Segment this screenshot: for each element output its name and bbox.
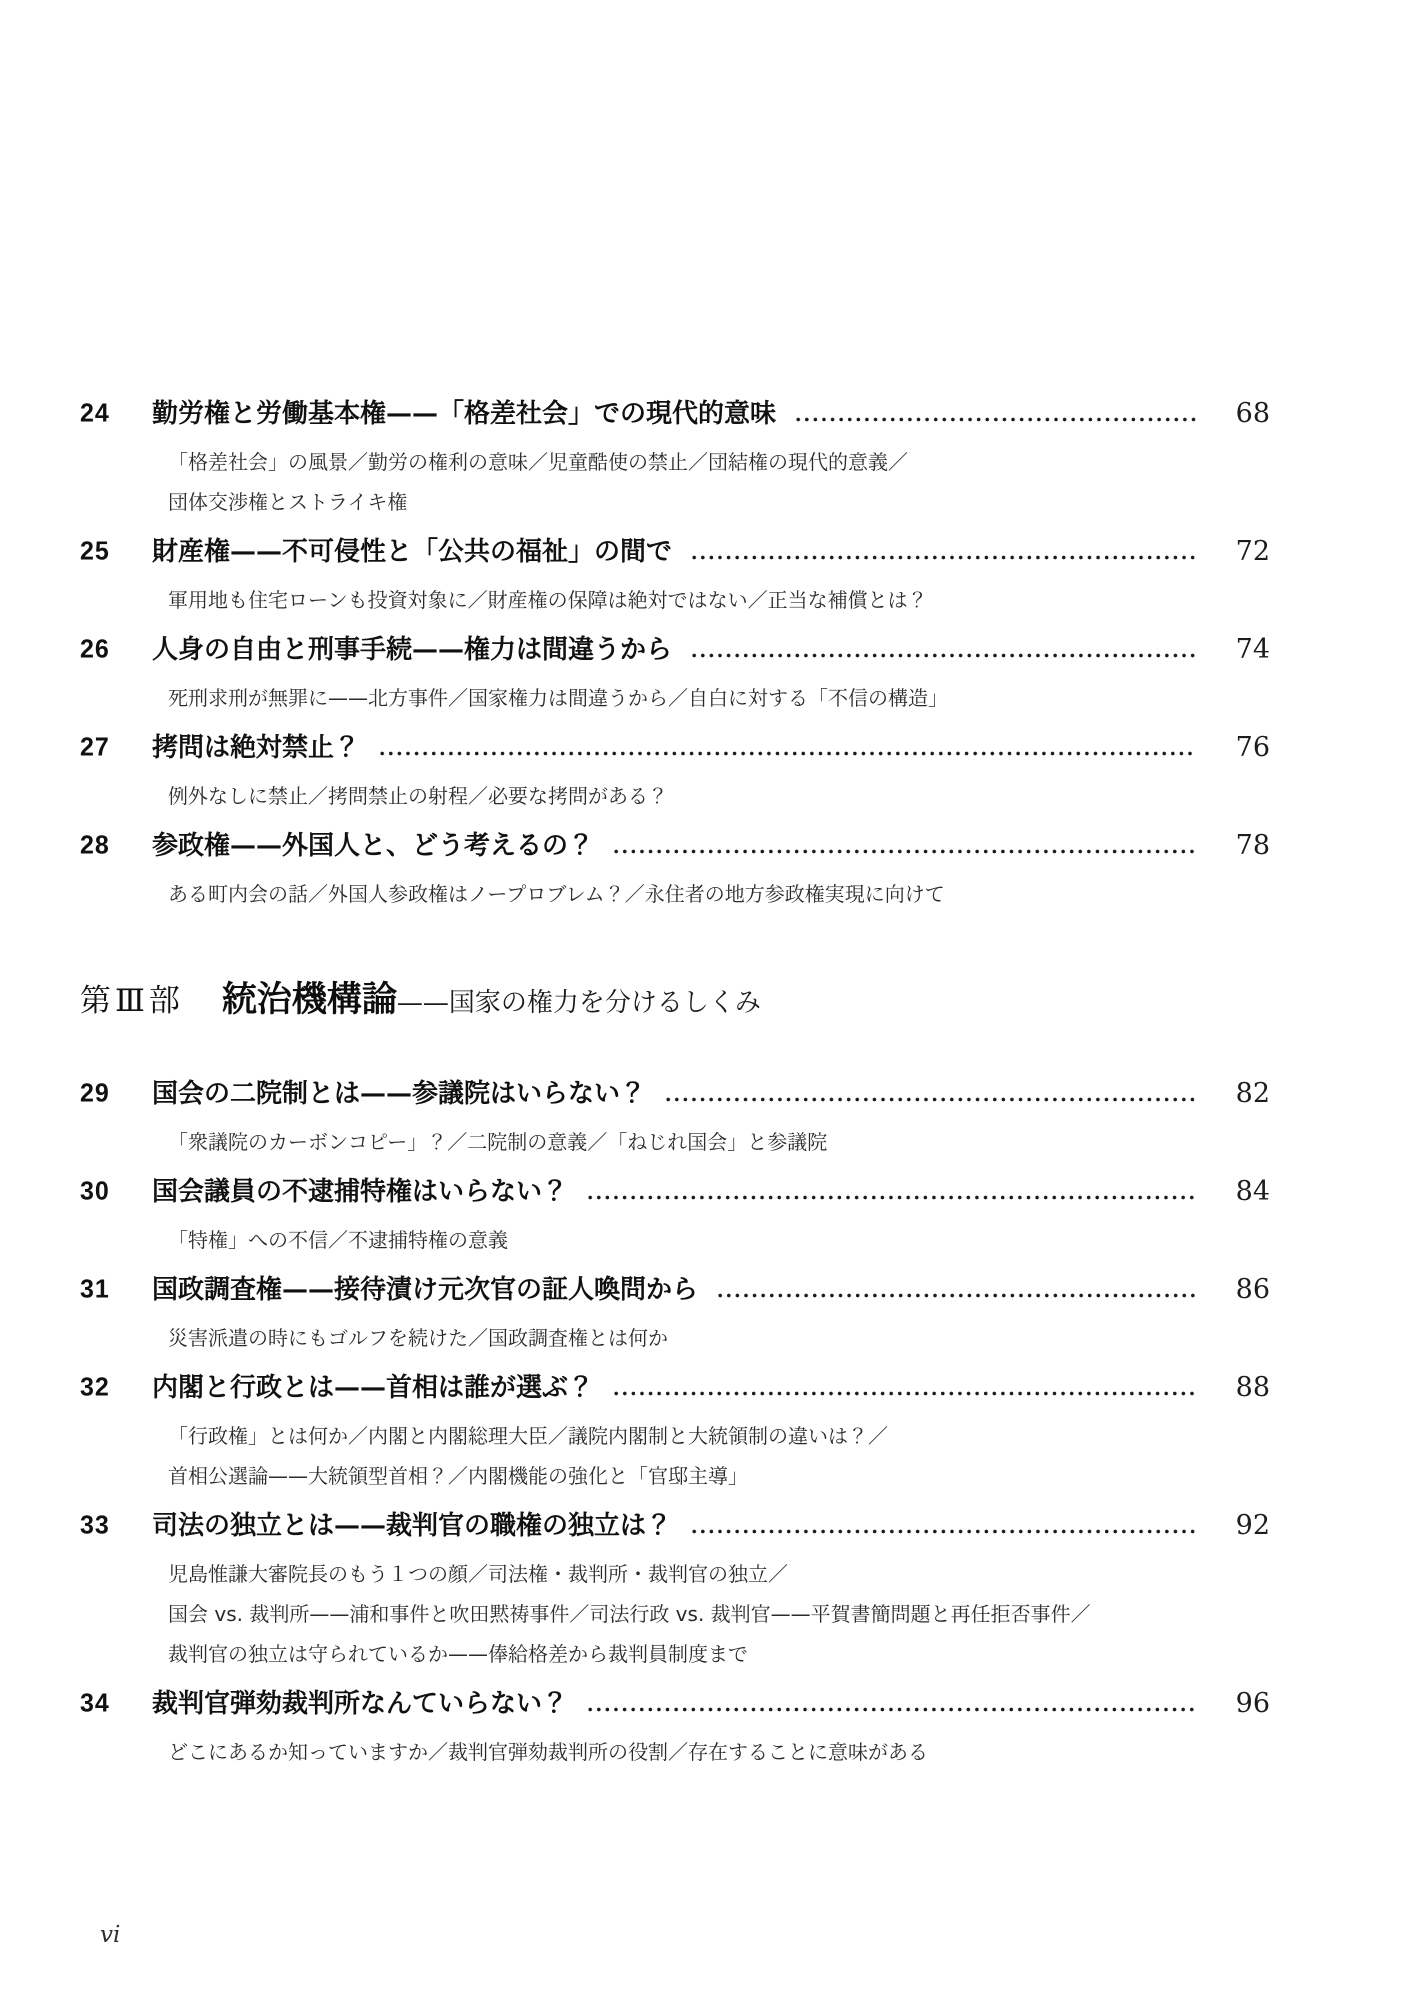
entry-title[interactable]: 拷問は絶対禁止？ xyxy=(152,733,361,763)
dotted-leader xyxy=(718,1293,1196,1298)
toc-entry xyxy=(80,1174,1270,1260)
entry-subtopics xyxy=(168,580,1270,620)
part-title-dash: —— xyxy=(396,988,449,1018)
toc-entry xyxy=(80,730,1270,816)
entry-number: 25 xyxy=(80,536,110,566)
entry-number: 26 xyxy=(80,634,110,664)
entry-title[interactable]: 国会議員の不逮捕特権はいらない？ xyxy=(152,1177,569,1207)
entry-subtopic-line: 首相公選論——大統領型首相？／内閣機能の強化と「官邸主導」 xyxy=(168,1464,748,1488)
toc-entry-row xyxy=(80,1076,1270,1112)
entry-subtopic-line: 国会 vs. 裁判所——浦和事件と吹田黙祷事件／司法行政 vs. 裁判官——平賀書簡問題と再任拒否事件／ xyxy=(168,1602,1091,1626)
entry-subtopic-line: 団体交渉権とストライキ権 xyxy=(168,490,408,514)
entry-subtopics xyxy=(168,1732,1270,1772)
dotted-leader xyxy=(692,555,1196,560)
dotted-leader xyxy=(692,1529,1196,1534)
entry-subtopics xyxy=(168,1122,1270,1162)
folio-page-number: vi xyxy=(100,1922,121,1948)
entry-number: 27 xyxy=(80,732,110,762)
dotted-leader xyxy=(588,1707,1196,1712)
entry-page-number[interactable]: 88 xyxy=(1235,1372,1270,1403)
entry-number: 24 xyxy=(80,398,110,428)
table-of-contents xyxy=(80,0,1270,1784)
entry-page-number[interactable]: 74 xyxy=(1235,634,1270,665)
entry-subtopics xyxy=(168,874,1270,914)
toc-entry xyxy=(80,534,1270,620)
entry-number: 34 xyxy=(80,1688,110,1718)
dotted-leader xyxy=(666,1097,1196,1102)
toc-entry xyxy=(80,1076,1270,1162)
entry-number: 31 xyxy=(80,1274,110,1304)
entry-subtopic-line: 児島惟謙大審院長のもう１つの顔／司法権・裁判所・裁判官の独立／ xyxy=(168,1562,788,1586)
entry-subtopic-line: 「特権」への不信／不逮捕特権の意義 xyxy=(168,1228,508,1252)
entry-page-number[interactable]: 72 xyxy=(1235,536,1270,567)
entry-title[interactable]: 内閣と行政とは——首相は誰が選ぶ？ xyxy=(152,1373,595,1403)
toc-entry-row xyxy=(80,1508,1270,1544)
entry-title[interactable]: 裁判官弾劾裁判所なんていらない？ xyxy=(152,1689,569,1719)
entry-page-number[interactable]: 96 xyxy=(1235,1688,1270,1719)
toc-entry xyxy=(80,632,1270,718)
entry-title[interactable]: 人身の自由と刑事手続——権力は間違うから xyxy=(152,635,673,665)
entry-page-number[interactable]: 86 xyxy=(1235,1274,1270,1305)
entry-subtopic-line: ある町内会の話／外国人参政権はノープロブレム？／永住者の地方参政権実現に向けて xyxy=(168,882,945,906)
dotted-leader xyxy=(380,751,1196,756)
entry-page-number[interactable]: 76 xyxy=(1235,732,1270,763)
dotted-leader xyxy=(796,417,1196,422)
dotted-leader xyxy=(614,1391,1196,1396)
entry-subtopic-line: 軍用地も住宅ローンも投資対象に／財産権の保障は絶対ではない／正当な補償とは？ xyxy=(168,588,928,612)
dotted-leader xyxy=(692,653,1196,658)
entry-number: 32 xyxy=(80,1372,110,1402)
part3-header xyxy=(80,976,1270,1024)
entry-subtopic-line: 「行政権」とは何か／内閣と内閣総理大臣／議院内閣制と大統領制の違いは？／ xyxy=(168,1424,888,1448)
toc-entry-row xyxy=(80,534,1270,570)
dotted-leader xyxy=(614,849,1196,854)
dotted-leader xyxy=(588,1195,1196,1200)
entry-number: 29 xyxy=(80,1078,110,1108)
entry-page-number[interactable]: 82 xyxy=(1235,1078,1270,1109)
entry-subtopics xyxy=(168,776,1270,816)
entry-subtopic-line: 「格差社会」の風景／勤労の権利の意味／児童酷使の禁止／団結権の現代的意義／ xyxy=(168,450,908,474)
entry-subtopic-line: 裁判官の独立は守られているか——俸給格差から裁判員制度まで xyxy=(168,1642,748,1666)
part-subtitle: 国家の権力を分けるしくみ xyxy=(448,988,761,1018)
entry-title[interactable]: 財産権——不可侵性と「公共の福祉」の間で xyxy=(152,537,673,567)
entry-subtopics xyxy=(168,1220,1270,1260)
toc-entry xyxy=(80,1508,1270,1674)
toc-entry-row xyxy=(80,1272,1270,1308)
entry-title[interactable]: 国会の二院制とは——参議院はいらない？ xyxy=(152,1079,647,1109)
entry-number: 28 xyxy=(80,830,110,860)
toc-entry-row xyxy=(80,1174,1270,1210)
part-title: 統治機構論 xyxy=(221,979,397,1020)
entry-subtopics xyxy=(168,442,1270,522)
part-number-label: 第Ⅲ部 xyxy=(80,983,184,1019)
entry-title[interactable]: 勤労権と労働基本権——「格差社会」での現代的意味 xyxy=(152,399,777,429)
toc-entry xyxy=(80,396,1270,522)
toc-entry xyxy=(80,828,1270,914)
entry-page-number[interactable]: 78 xyxy=(1235,830,1270,861)
entry-page-number[interactable]: 84 xyxy=(1235,1176,1270,1207)
toc-entry xyxy=(80,1272,1270,1358)
entry-subtopic-line: 例外なしに禁止／拷問禁止の射程／必要な拷問がある？ xyxy=(168,784,668,808)
entry-page-number[interactable]: 92 xyxy=(1235,1510,1270,1541)
entry-number: 30 xyxy=(80,1176,110,1206)
entry-subtopic-line: 死刑求刑が無罪に——北方事件／国家権力は間違うから／自白に対する「不信の構造」 xyxy=(168,686,948,710)
entry-title[interactable]: 司法の独立とは——裁判官の職権の独立は？ xyxy=(152,1511,673,1541)
toc-entry xyxy=(80,1370,1270,1496)
entry-page-number[interactable]: 68 xyxy=(1235,398,1270,429)
entry-subtopic-line: どこにあるか知っていますか／裁判官弾劾裁判所の役割／存在することに意味がある xyxy=(168,1740,928,1764)
toc-entry-row xyxy=(80,632,1270,668)
entry-subtopic-line: 災害派遣の時にもゴルフを続けた／国政調査権とは何か xyxy=(168,1326,668,1350)
entry-title[interactable]: 国政調査権——接待漬け元次官の証人喚問から xyxy=(152,1275,699,1305)
toc-entry-row xyxy=(80,828,1270,864)
entry-subtopics xyxy=(168,1318,1270,1358)
entry-number: 33 xyxy=(80,1510,110,1540)
entry-title[interactable]: 参政権——外国人と、どう考えるの？ xyxy=(152,831,595,861)
toc-section-part2 xyxy=(80,396,1270,914)
toc-entry-row xyxy=(80,396,1270,432)
toc-entry-row xyxy=(80,730,1270,766)
entry-subtopic-line: 「衆議院のカーボンコピー」？／二院制の意義／「ねじれ国会」と参議院 xyxy=(168,1130,828,1154)
entry-subtopics xyxy=(168,678,1270,718)
entry-subtopics xyxy=(168,1554,1270,1674)
entry-subtopics xyxy=(168,1416,1270,1496)
toc-section-part3 xyxy=(80,1076,1270,1772)
toc-entry xyxy=(80,1686,1270,1772)
toc-entry-row xyxy=(80,1370,1270,1406)
toc-entry-row xyxy=(80,1686,1270,1722)
